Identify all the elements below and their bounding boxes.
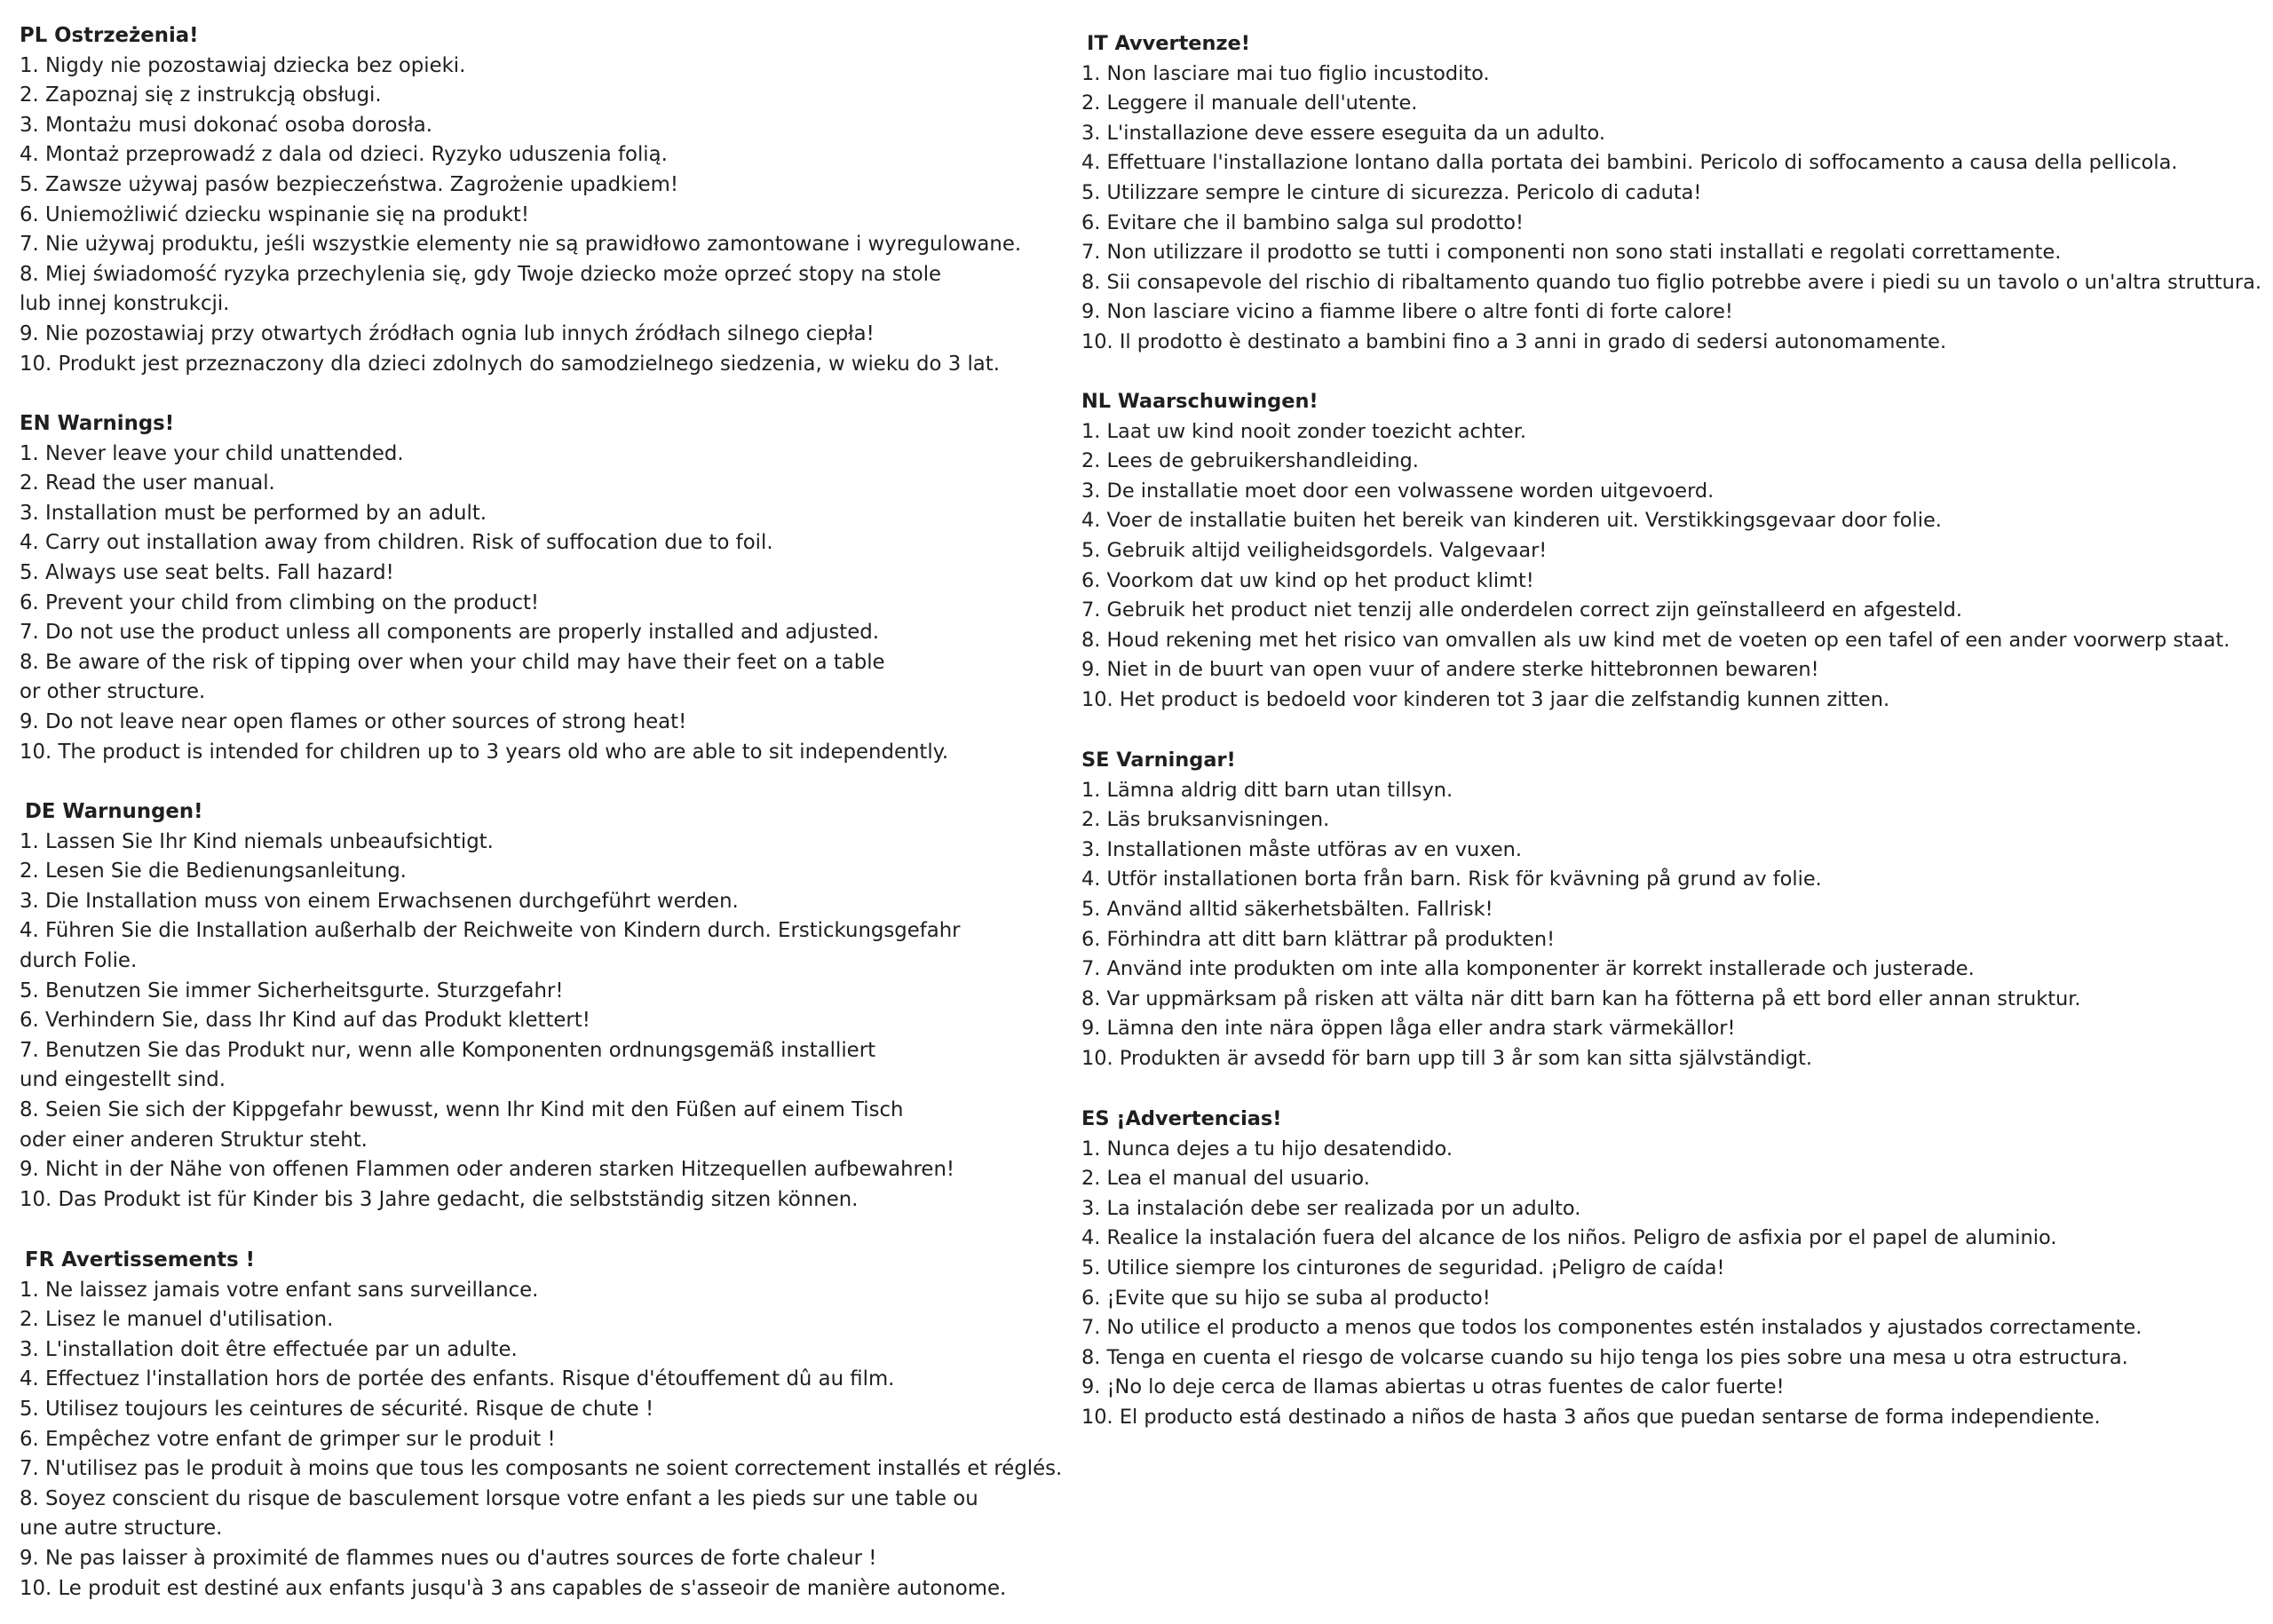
warning-list (1081, 417, 2262, 716)
warning-item: 4. Realice la instalación fuera del alcance de los niños. Peligro de asfixia por el papel de aluminio. (1081, 1226, 2057, 1250)
warning-item: 5. Zawsze używaj pasów bezpieczeństwa. Zagrożenie upadkiem! (20, 172, 678, 196)
warning-item: 6. ¡Evite que su hijo se suba al producto! (1081, 1286, 1491, 1310)
section-title: IT Avvertenze! (1087, 32, 1250, 55)
warning-item: 3. L'installazione deve essere eseguita da un adulto. (1081, 121, 1606, 145)
section-title: NL Waarschuwingen! (1081, 390, 1319, 413)
warning-item: 7. Använd inte produkten om inte alla komponenter är korrekt installerade och justerade. (1081, 957, 1975, 981)
warning-item: 9. Lämna den inte nära öppen låga eller andra stark värmekällor! (1081, 1017, 1736, 1041)
warning-item: 7. Do not use the product unless all components are properly installed and adjusted. (20, 621, 879, 645)
warning-item: 8. Houd rekening met het risico van omvallen als uw kind met de voeten op een tafel of een ander voorwerp staat. (1081, 628, 2230, 652)
warning-list (20, 440, 1063, 768)
section-en (20, 409, 1063, 767)
warning-item: durch Folie. (20, 948, 138, 972)
warning-item: 7. No utilice el producto a menos que todos los componentes estén instalados y ajustados correctamente. (1081, 1316, 2142, 1340)
warning-item: 9. ¡No lo deje cerca de llamas abiertas u otras fuentes de calor fuerte! (1081, 1375, 1785, 1399)
warning-item: 2. Lees de gebruikershandleiding. (1081, 449, 1419, 473)
warning-item: 7. Gebruik het product niet tenzij alle onderdelen correct zijn geïnstalleerd en afgesteld. (1081, 598, 1963, 622)
warning-item: 9. Do not leave near open flames or other sources of strong heat! (20, 709, 687, 733)
warning-item: 10. Produkten är avsedd för barn upp till 3 år som kan sitta självständigt. (1081, 1046, 1813, 1070)
warning-item: 6. Uniemożliwić dziecku wspinanie się na produkt! (20, 202, 529, 226)
warning-item: 3. Installation must be performed by an adult. (20, 501, 487, 525)
warning-item: 6. Prevent your child from climbing on the product! (20, 590, 540, 614)
warning-item: 1. Laat uw kind nooit zonder toezicht achter. (1081, 419, 1526, 443)
warning-item: 1. Nunca dejes a tu hijo desatendido. (1081, 1137, 1453, 1161)
warning-item: 3. L'installation doit être effectuée par un adulte. (20, 1337, 518, 1361)
warning-item: 8. Seien Sie sich der Kippgefahr bewusst, wenn Ihr Kind mit den Füßen auf einem Tisch (20, 1097, 904, 1121)
warning-list (20, 51, 1063, 380)
section-fr (20, 1246, 1063, 1604)
warning-item: 5. Gebruik altijd veiligheidsgordels. Valgevaar! (1081, 538, 1548, 562)
warning-item: 4. Carry out installation away from children. Risk of suffocation due to foil. (20, 531, 773, 555)
section-se (1081, 746, 2262, 1074)
warning-item: 5. Utilice siempre los cinturones de seguridad. ¡Peligro de caída! (1081, 1256, 1725, 1279)
warning-item: une autre structure. (20, 1517, 223, 1541)
warning-item: 4. Effettuare l'installazione lontano dalla portata dei bambini. Pericolo di soffocamento a causa della pellicola. (1081, 151, 2178, 175)
warning-list (20, 828, 1063, 1216)
warning-item: 1. Lassen Sie Ihr Kind niemals unbeaufsichtigt. (20, 829, 494, 853)
warning-item: 7. Non utilizzare il prodotto se tutti i componenti non sono stati installati e regolati correttamente. (1081, 241, 2062, 265)
warning-item: 6. Evitare che il bambino salga sul prodotto! (1081, 210, 1525, 234)
warning-item: 9. Nie pozostawiaj przy otwartych źródłach ognia lub innych źródłach silnego ciepła! (20, 321, 875, 345)
section-nl (1081, 387, 2262, 716)
warning-item: 6. Voorkom dat uw kind op het product klimt! (1081, 568, 1534, 592)
warning-item: 7. Nie używaj produktu, jeśli wszystkie elementy nie są prawidłowo zamontowane i wyregulowane. (20, 233, 1022, 257)
warning-item: 1. Lämna aldrig ditt barn utan tillsyn. (1081, 778, 1453, 802)
warning-item: 2. Lisez le manuel d'utilisation. (20, 1308, 334, 1332)
warning-item: und eingestellt sind. (20, 1068, 226, 1092)
warning-item: 8. Tenga en cuenta el riesgo de volcarse cuando su hijo tenga los pies sobre una mesa u otra estructura. (1081, 1345, 2128, 1369)
warning-item: 6. Förhindra att ditt barn klättrar på produkten! (1081, 927, 1556, 951)
section-title: DE Warnungen! (25, 800, 203, 823)
warning-item: 3. La instalación debe ser realizada por un adulto. (1081, 1196, 1581, 1220)
warning-item: 7. N'utilisez pas le produit à moins que tous les composants ne soient correctement installés et réglés. (20, 1457, 1063, 1481)
warning-item: 1. Never leave your child unattended. (20, 441, 404, 465)
section-title: SE Varningar! (1081, 749, 1236, 772)
warning-item: 2. Leggere il manuale dell'utente. (1081, 91, 1418, 115)
warning-item: 10. El producto está destinado a niños de hasta 3 años que puedan sentarse de forma independiente. (1081, 1405, 2101, 1429)
warning-item: 5. Utilizzare sempre le cinture di sicurezza. Pericolo di caduta! (1081, 180, 1702, 204)
warning-item: 10. Das Produkt ist für Kinder bis 3 Jahre gedacht, die selbstständig sitzen können. (20, 1187, 859, 1211)
section-title: ES ¡Advertencias! (1081, 1107, 1282, 1130)
warning-item: 4. Effectuez l'installation hors de portée des enfants. Risque d'étouffement dû au film. (20, 1367, 895, 1391)
warning-item: oder einer anderen Struktur steht. (20, 1128, 368, 1152)
warning-item: 10. Il prodotto è destinato a bambini fino a 3 anni in grado di sedersi autonomamente. (1081, 329, 1947, 353)
warning-item: lub innej konstrukcji. (20, 292, 230, 316)
warning-item: 6. Verhindern Sie, dass Ihr Kind auf das Produkt klettert! (20, 1009, 590, 1033)
warning-item: 4. Führen Sie die Installation außerhalb der Reichweite von Kindern durch. Erstickungsgefahr (20, 919, 961, 943)
warning-item: 1. Ne laissez jamais votre enfant sans surveillance. (20, 1278, 539, 1302)
warning-item: or other structure. (20, 680, 206, 704)
warning-item: 8. Sii consapevole del rischio di ribaltamento quando tuo figlio potrebbe avere i piedi su un tavolo o un'altra struttura. (1081, 270, 2261, 294)
warning-item: 2. Zapoznaj się z instrukcją obsługi. (20, 83, 382, 107)
warning-item: 9. Non lasciare vicino a fiamme libere o altre fonti di forte calore! (1081, 300, 1733, 324)
warning-item: 5. Använd alltid säkerhetsbälten. Fallrisk! (1081, 897, 1493, 921)
warning-item: 9. Nicht in der Nähe von offenen Flammen oder anderen starken Hitzequellen aufbewahren! (20, 1158, 955, 1182)
warning-list (1081, 776, 2262, 1074)
warning-list (1081, 1135, 2262, 1433)
warning-item: 10. Produkt jest przeznaczony dla dzieci zdolnych do samodzielnego siedzenia, w wieku do 3 lat. (20, 352, 1000, 376)
warning-item: 4. Voer de installatie buiten het bereik van kinderen uit. Verstikkingsgevaar door folie. (1081, 509, 1942, 533)
warning-item: 2. Lesen Sie die Bedienungsanleitung. (20, 860, 407, 883)
section-title: EN Warnings! (20, 412, 175, 435)
section-it (1081, 29, 2262, 358)
warning-item: 5. Utilisez toujours les ceintures de sécurité. Risque de chute ! (20, 1397, 654, 1421)
warning-item: 9. Niet in de buurt van open vuur of andere sterke hittebronnen bewaren! (1081, 658, 1819, 682)
section-title: FR Avertissements ! (25, 1248, 256, 1271)
warning-item: 5. Benutzen Sie immer Sicherheitsgurte. Sturzgefahr! (20, 978, 564, 1002)
warning-item: 1. Non lasciare mai tuo figlio incustodito. (1081, 61, 1490, 85)
warning-item: 8. Var uppmärksam på risken att välta när ditt barn kan ha fötterna på ett bord eller annan struktur. (1081, 986, 2081, 1010)
warning-item: 3. Installationen måste utföras av en vuxen. (1081, 837, 1523, 861)
warning-item: 10. Het product is bedoeld voor kinderen tot 3 jaar die zelfstandig kunnen zitten. (1081, 687, 1890, 711)
warning-item: 9. Ne pas laisser à proximité de flammes nues ou d'autres sources de forte chaleur ! (20, 1546, 877, 1570)
warning-item: 2. Read the user manual. (20, 471, 275, 495)
warning-item: 5. Always use seat belts. Fall hazard! (20, 560, 394, 584)
warning-item: 3. Die Installation muss von einem Erwachsenen durchgeführt werden. (20, 889, 739, 913)
warning-item: 8. Miej świadomość ryzyka przechylenia się, gdy Twoje dziecko może oprzeć stopy na stole (20, 262, 942, 286)
warning-item: 6. Empêchez votre enfant de grimper sur le produit ! (20, 1427, 556, 1451)
section-es (1081, 1105, 2262, 1433)
section-pl (20, 21, 1063, 379)
section-title: PL Ostrzeżenia! (20, 24, 199, 47)
warning-item: 8. Be aware of the risk of tipping over when your child may have their feet on a table (20, 650, 885, 674)
warning-item: 4. Montaż przeprowadź z dala od dzieci. Ryzyko uduszenia folią. (20, 143, 668, 167)
warning-list (20, 1276, 1063, 1604)
section-de (20, 797, 1063, 1215)
warning-item: 3. De installatie moet door een volwassene worden uitgevoerd. (1081, 479, 1715, 503)
warning-item: 4. Utför installationen borta från barn. Risk för kvävning på grund av folie. (1081, 867, 1822, 891)
warning-item: 1. Nigdy nie pozostawiaj dziecka bez opieki. (20, 53, 466, 77)
warning-list (1081, 59, 2262, 358)
warning-item: 8. Soyez conscient du risque de basculement lorsque votre enfant a les pieds sur une table ou (20, 1486, 978, 1510)
warning-item: 7. Benutzen Sie das Produkt nur, wenn alle Komponenten ordnungsgemäß installiert (20, 1038, 876, 1062)
warning-item: 3. Montażu musi dokonać osoba dorosła. (20, 113, 432, 137)
warning-item: 2. Lea el manual del usuario. (1081, 1167, 1370, 1191)
warning-item: 10. Le produit est destiné aux enfants jusqu'à 3 ans capables de s'asseoir de manière autonome. (20, 1576, 1007, 1600)
warning-item: 2. Läs bruksanvisningen. (1081, 808, 1330, 832)
warning-item: 10. The product is intended for children up to 3 years old who are able to sit independently. (20, 740, 949, 764)
